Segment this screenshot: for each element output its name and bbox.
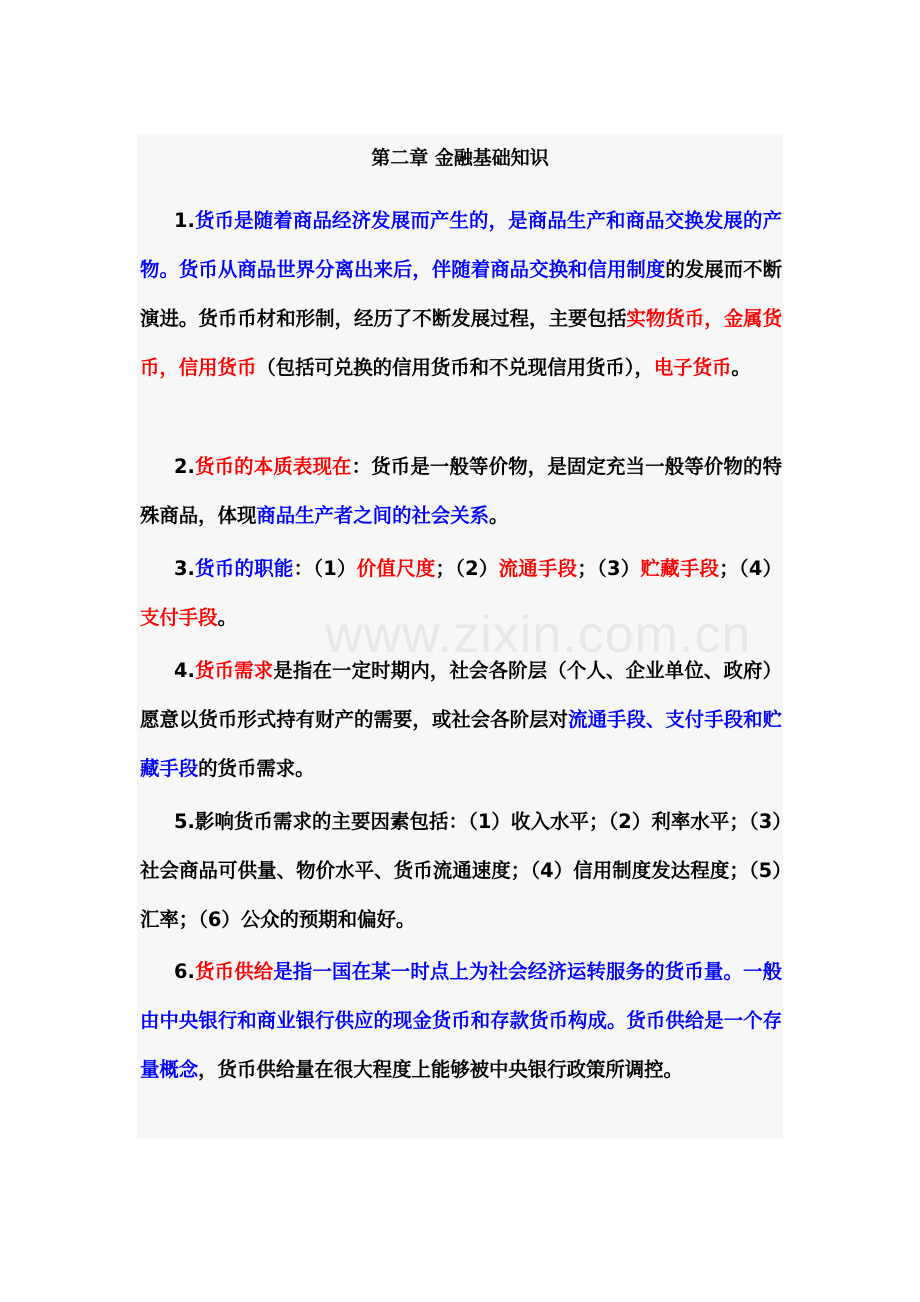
text-segment: 支付手段 (140, 606, 218, 629)
text-segment: 货币的职能 (194, 557, 294, 580)
text-segment: 。 (489, 504, 509, 527)
watermark: www.zixin.com.cn (325, 606, 752, 664)
text-segment: ；（3） (577, 557, 641, 580)
text-segment: 货币供给 (194, 960, 274, 983)
text-segment: 3. (174, 557, 195, 580)
text-segment: 是指一国在某一时点上为社会经济运转服务的货币量。一般由中央银行和商业银行供应的现金货币和存款货币构成。货币供给是一个存量概念 (140, 960, 783, 1081)
text-segment: 流通手段、支付手段和贮藏手段 (140, 708, 783, 780)
text-segment: 电子货币 (653, 356, 732, 379)
text-segment: 货币是随着商品经济发展而产生的，是商品生产和商品交换发展的产物。货币从商品世界分离出来后，伴随着商品交换和信用制度 (140, 209, 782, 281)
text-segment: ，货币供给量在很大程度上能够被中央银行政策所调控。 (198, 1058, 683, 1081)
paragraph-2 (140, 442, 782, 540)
paragraph-4 (140, 646, 782, 793)
text-segment: 5.影响货币需求的主要因素包括：（1）收入水平；（2）利率水平；（3）社会商品可供量、物价水平、货币流通速度；（4）信用制度发达程度；（5）汇率；（6）公众的预期和偏好。 (140, 810, 782, 931)
text-segment: 是指在一定时期内，社会各阶层（个人、企业单位、政府）愿意以货币形式持有财产的需要，或社会各阶层对 (140, 659, 783, 731)
text-segment: 。 (217, 606, 237, 629)
text-segment: 实物货币，金属货币，信用货币 (140, 307, 783, 379)
paragraph-6 (140, 947, 782, 1094)
text-segment: 4. (174, 659, 195, 682)
chapter-title: 第二章 金融基础知识 (371, 147, 549, 169)
text-segment: ；（2） (435, 557, 499, 580)
text-segment: 的发展而不断演进。货币币材和形制，经历了不断发展过程，主要包括 (140, 258, 783, 330)
text-segment: 货币需求 (194, 659, 274, 682)
text-segment: 商品生产者之间的社会关系 (256, 504, 490, 527)
text-segment: ：（1） (293, 557, 357, 580)
text-segment: ：货币是一般等价物，是固定充当一般等价物的特殊商品，体现 (140, 455, 783, 527)
text-segment: 6. (174, 960, 195, 983)
paragraph-3 (140, 544, 782, 642)
text-segment: 货币的本质表现在 (194, 455, 352, 478)
text-segment: （包括可兑换的信用货币和不兑现信用货币）， (256, 356, 654, 379)
paragraph-1 (140, 196, 782, 392)
text-segment: ；（4） (719, 557, 783, 580)
text-segment: 流通手段 (498, 557, 578, 580)
text-segment: 价值尺度 (356, 557, 436, 580)
paragraph-5 (140, 797, 782, 944)
text-segment: 贮藏手段 (640, 557, 720, 580)
text-segment: 1. (174, 209, 195, 232)
text-segment: 的货币需求。 (198, 757, 315, 780)
text-segment: 2. (174, 455, 195, 478)
text-segment: 。 (731, 356, 751, 379)
